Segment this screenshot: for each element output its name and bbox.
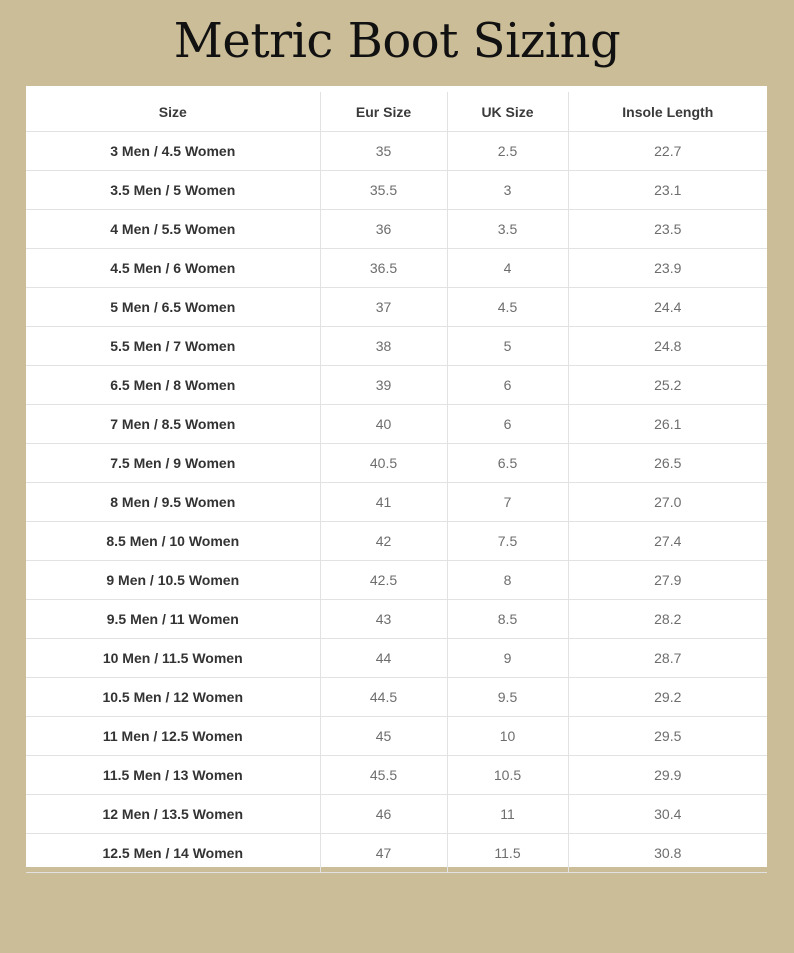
size-cell: 11.5 Men / 13 Women <box>26 756 320 795</box>
eur-size-cell: 44.5 <box>320 678 447 717</box>
size-cell: 5.5 Men / 7 Women <box>26 327 320 366</box>
insole-length-cell: 27.9 <box>568 561 767 600</box>
table-row <box>26 366 767 405</box>
uk-size-cell: 8 <box>447 561 568 600</box>
insole-length-cell: 29.5 <box>568 717 767 756</box>
column-header-eur-size: Eur Size <box>320 92 447 132</box>
table-row <box>26 795 767 834</box>
size-cell: 3.5 Men / 5 Women <box>26 171 320 210</box>
table-body <box>26 132 767 873</box>
size-cell: 8 Men / 9.5 Women <box>26 483 320 522</box>
table-row <box>26 171 767 210</box>
insole-length-cell: 30.8 <box>568 834 767 873</box>
insole-length-cell: 27.0 <box>568 483 767 522</box>
eur-size-cell: 45.5 <box>320 756 447 795</box>
table-row <box>26 327 767 366</box>
table-row <box>26 561 767 600</box>
eur-size-cell: 35 <box>320 132 447 171</box>
eur-size-cell: 46 <box>320 795 447 834</box>
page-title: Metric Boot Sizing <box>173 13 621 69</box>
size-cell: 11 Men / 12.5 Women <box>26 717 320 756</box>
uk-size-cell: 5 <box>447 327 568 366</box>
size-cell: 10 Men / 11.5 Women <box>26 639 320 678</box>
eur-size-cell: 43 <box>320 600 447 639</box>
uk-size-cell: 11.5 <box>447 834 568 873</box>
uk-size-cell: 6 <box>447 405 568 444</box>
size-cell: 12 Men / 13.5 Women <box>26 795 320 834</box>
insole-length-cell: 29.2 <box>568 678 767 717</box>
insole-length-cell: 28.7 <box>568 639 767 678</box>
eur-size-cell: 42 <box>320 522 447 561</box>
eur-size-cell: 47 <box>320 834 447 873</box>
table-row <box>26 834 767 873</box>
column-header-uk-size: UK Size <box>447 92 568 132</box>
uk-size-cell: 10 <box>447 717 568 756</box>
table-row <box>26 600 767 639</box>
table-row <box>26 210 767 249</box>
column-header-insole-length: Insole Length <box>568 92 767 132</box>
size-cell: 9 Men / 10.5 Women <box>26 561 320 600</box>
uk-size-cell: 4 <box>447 249 568 288</box>
eur-size-cell: 38 <box>320 327 447 366</box>
uk-size-cell: 9.5 <box>447 678 568 717</box>
table-row <box>26 132 767 171</box>
insole-length-cell: 26.1 <box>568 405 767 444</box>
insole-length-cell: 28.2 <box>568 600 767 639</box>
table-row <box>26 756 767 795</box>
eur-size-cell: 35.5 <box>320 171 447 210</box>
insole-length-cell: 24.8 <box>568 327 767 366</box>
header-row <box>26 92 767 132</box>
insole-length-cell: 30.4 <box>568 795 767 834</box>
size-cell: 5 Men / 6.5 Women <box>26 288 320 327</box>
size-cell: 12.5 Men / 14 Women <box>26 834 320 873</box>
insole-length-cell: 25.2 <box>568 366 767 405</box>
table-row <box>26 483 767 522</box>
uk-size-cell: 4.5 <box>447 288 568 327</box>
table-row <box>26 249 767 288</box>
table-row <box>26 288 767 327</box>
eur-size-cell: 45 <box>320 717 447 756</box>
table-row <box>26 717 767 756</box>
insole-length-cell: 23.5 <box>568 210 767 249</box>
size-cell: 8.5 Men / 10 Women <box>26 522 320 561</box>
uk-size-cell: 6 <box>447 366 568 405</box>
size-cell: 7 Men / 8.5 Women <box>26 405 320 444</box>
insole-length-cell: 27.4 <box>568 522 767 561</box>
uk-size-cell: 7.5 <box>447 522 568 561</box>
uk-size-cell: 2.5 <box>447 132 568 171</box>
eur-size-cell: 36 <box>320 210 447 249</box>
eur-size-cell: 36.5 <box>320 249 447 288</box>
eur-size-cell: 40.5 <box>320 444 447 483</box>
size-cell: 7.5 Men / 9 Women <box>26 444 320 483</box>
eur-size-cell: 39 <box>320 366 447 405</box>
table-row <box>26 678 767 717</box>
size-cell: 4 Men / 5.5 Women <box>26 210 320 249</box>
uk-size-cell: 7 <box>447 483 568 522</box>
eur-size-cell: 44 <box>320 639 447 678</box>
eur-size-cell: 37 <box>320 288 447 327</box>
size-cell: 3 Men / 4.5 Women <box>26 132 320 171</box>
table-row <box>26 639 767 678</box>
size-cell: 6.5 Men / 8 Women <box>26 366 320 405</box>
size-chart-sheet <box>26 86 767 867</box>
insole-length-cell: 23.9 <box>568 249 767 288</box>
insole-length-cell: 26.5 <box>568 444 767 483</box>
column-header-size: Size <box>26 92 320 132</box>
size-cell: 9.5 Men / 11 Women <box>26 600 320 639</box>
eur-size-cell: 41 <box>320 483 447 522</box>
insole-length-cell: 22.7 <box>568 132 767 171</box>
eur-size-cell: 42.5 <box>320 561 447 600</box>
uk-size-cell: 11 <box>447 795 568 834</box>
uk-size-cell: 3 <box>447 171 568 210</box>
eur-size-cell: 40 <box>320 405 447 444</box>
uk-size-cell: 8.5 <box>447 600 568 639</box>
size-table <box>26 92 767 873</box>
size-cell: 10.5 Men / 12 Women <box>26 678 320 717</box>
insole-length-cell: 23.1 <box>568 171 767 210</box>
uk-size-cell: 6.5 <box>447 444 568 483</box>
table-row <box>26 405 767 444</box>
insole-length-cell: 29.9 <box>568 756 767 795</box>
uk-size-cell: 9 <box>447 639 568 678</box>
insole-length-cell: 24.4 <box>568 288 767 327</box>
uk-size-cell: 10.5 <box>447 756 568 795</box>
table-row <box>26 444 767 483</box>
table-row <box>26 522 767 561</box>
uk-size-cell: 3.5 <box>447 210 568 249</box>
size-cell: 4.5 Men / 6 Women <box>26 249 320 288</box>
